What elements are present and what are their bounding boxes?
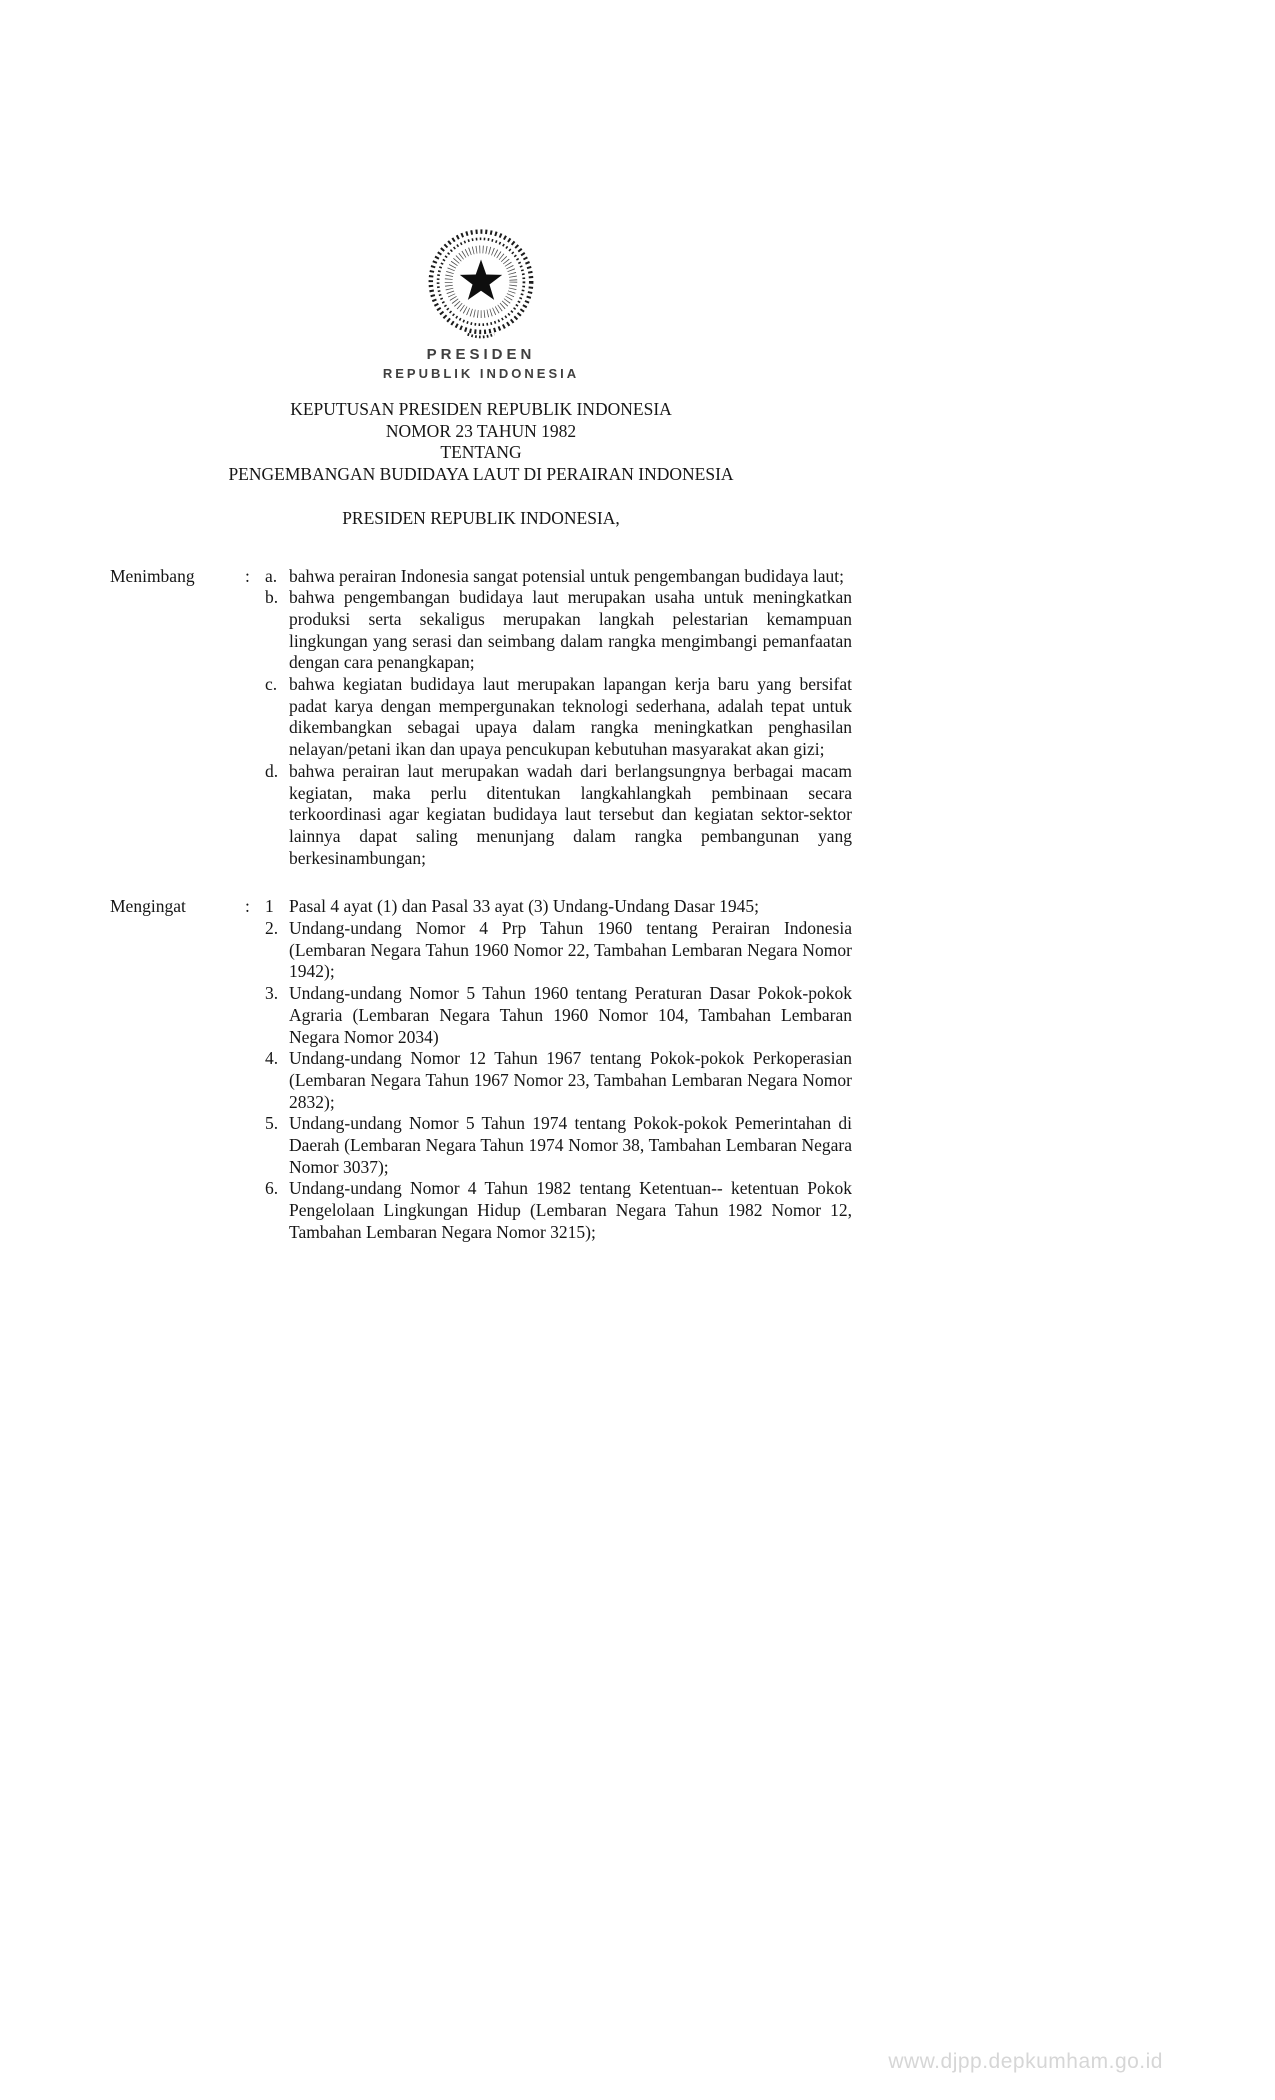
list-item-text: Undang-undang Nomor 4 Prp Tahun 1960 tentang Perairan Indonesia (Lembaran Negara Tahun 1960 Nomor 22, Tambahan Lembaran Negara Nomor 1942);	[289, 918, 852, 982]
section-colon: :	[245, 565, 250, 586]
list-item	[263, 761, 852, 870]
section-menimbang	[110, 566, 852, 870]
list-item	[263, 983, 852, 1048]
list-item	[263, 1178, 852, 1243]
document-title	[110, 399, 852, 485]
document-body	[110, 226, 852, 1244]
section-colon: :	[245, 896, 250, 917]
title-line2: NOMOR 23 TAHUN 1982	[385, 420, 577, 441]
list-item-text: bahwa kegiatan budidaya laut merupakan lapangan kerja baru yang bersifat padat karya dengan mempergunakan teknologi sederhana, adalah tepat untuk dikembangkan sebagai upaya dalam rangka meningkatkan penghasilan nelayan/petani ikan dan upaya pencukupan kebutuhan masyarakat akan gizi;	[289, 674, 852, 760]
title-line3: TENTANG	[440, 442, 522, 462]
title-line4: PENGEMBANGAN BUDIDAYA LAUT DI PERAIRAN INDONESIA	[228, 463, 734, 484]
title-line1: KEPUTUSAN PRESIDEN REPUBLIK INDONESIA	[290, 399, 672, 419]
list-item-marker: a.	[265, 565, 278, 586]
state-emblem-icon	[425, 226, 537, 342]
section-label-menimbang: Menimbang	[110, 565, 195, 586]
list-item-marker: 6.	[265, 1178, 279, 1199]
list-item	[263, 896, 852, 918]
opening-line: PRESIDEN REPUBLIK INDONESIA,	[342, 508, 620, 528]
list-item-marker: 5.	[265, 1113, 279, 1134]
letterhead-line1: PRESIDEN	[426, 346, 536, 363]
list-item-text: Pasal 4 ayat (1) dan Pasal 33 ayat (3) Undang-Undang Dasar 1945;	[289, 896, 759, 917]
list-item-marker: 4.	[265, 1048, 279, 1069]
list-item-text: Undang-undang Nomor 4 Tahun 1982 tentang Ketentuan-- ketentuan Pokok Pengelolaan Lingkungan Hidup (Lembaran Negara Tahun 1982 Nomor 12, Tambahan Lembaran Negara Nomor 3215);	[289, 1178, 852, 1242]
letterhead-line2: REPUBLIK INDONESIA	[382, 366, 580, 381]
list-item	[263, 566, 852, 588]
list-item	[263, 674, 852, 761]
list-item-text: Undang-undang Nomor 12 Tahun 1967 tentang Pokok-pokok Perkoperasian (Lembaran Negara Tahun 1967 Nomor 23, Tambahan Lembaran Negara Nomor 2832);	[289, 1048, 852, 1112]
list-item	[263, 918, 852, 983]
section-label-mengingat: Mengingat	[110, 896, 186, 917]
list-item-text: bahwa perairan Indonesia sangat potensial untuk pengembangan budidaya laut;	[289, 565, 844, 586]
list-item-text: bahwa pengembangan budidaya laut merupakan usaha untuk meningkatkan produksi serta sekaligus merupakan langkah pelestarian kemampuan lingkungan yang serasi dan seimbang dalam rangka mengimbangi pemanfaatan dengan cara penangkapan;	[289, 587, 852, 673]
mengingat-items	[263, 896, 852, 1243]
letterhead	[110, 226, 852, 381]
list-item	[263, 587, 852, 674]
list-item-text: bahwa perairan laut merupakan wadah dari berlangsungnya berbagai macam kegiatan, maka perlu ditentukan langkahlangkah pembinaan secara terkoordinasi agar kegiatan budidaya laut tersebut dan kegiatan sektor-sektor lainnya dapat saling menunjang dalam rangka pembangunan yang berkesinambungan;	[289, 760, 852, 868]
list-item-text: Undang-undang Nomor 5 Tahun 1960 tentang Peraturan Dasar Pokok-pokok Agraria (Lembaran Negara Tahun 1960 Nomor 104, Tambahan Lembaran Negara Nomor 2034)	[289, 983, 852, 1047]
list-item	[263, 1048, 852, 1113]
menimbang-items	[263, 566, 852, 870]
list-item-marker: 1	[265, 896, 274, 917]
list-item-marker: 2.	[265, 918, 279, 939]
site-watermark: www.djpp.depkumham.go.id	[888, 2050, 1163, 2073]
list-item	[263, 1113, 852, 1178]
list-item-marker: 3.	[265, 983, 279, 1004]
list-item-marker: d.	[265, 760, 279, 781]
list-item-marker: b.	[265, 587, 279, 608]
list-item-marker: c.	[265, 674, 278, 695]
list-item-text: Undang-undang Nomor 5 Tahun 1974 tentang Pokok-pokok Pemerintahan di Daerah (Lembaran Negara Tahun 1974 Nomor 38, Tambahan Lembaran Negara Nomor 3037);	[289, 1113, 852, 1177]
section-mengingat	[110, 896, 852, 1243]
